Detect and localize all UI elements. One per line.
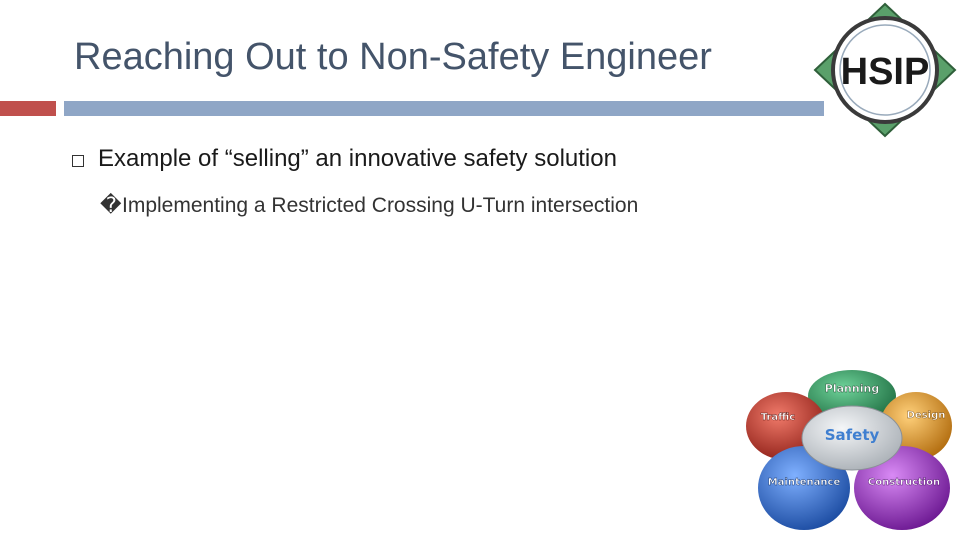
logo-text: HSIP — [840, 51, 930, 93]
bullet-level1-text: Example of “selling” an innovative safety solution — [98, 145, 617, 172]
title-accent-bar-red — [0, 101, 56, 116]
label-planning: Planning — [824, 382, 880, 395]
label-maintenance: Maintenance — [767, 477, 841, 488]
checkbox-bullet-icon — [72, 155, 84, 167]
hsip-logo — [812, 2, 958, 138]
title-accent-bar-blue — [64, 101, 824, 116]
label-design: Design — [906, 410, 946, 421]
slide-title: Reaching Out to Non-Safety Engineer — [74, 36, 712, 78]
bullet-level2 — [100, 190, 640, 221]
label-safety: Safety — [824, 426, 880, 444]
label-traffic: Traffic — [760, 412, 796, 423]
bullet-level2-marker: � — [100, 194, 122, 217]
safety-puzzle-graphic — [744, 370, 954, 538]
label-construction: Construction — [867, 477, 941, 488]
bullet-level2-text: Implementing a Restricted Crossing U-Turn intersection — [122, 194, 639, 217]
bullet-level1 — [72, 145, 617, 173]
